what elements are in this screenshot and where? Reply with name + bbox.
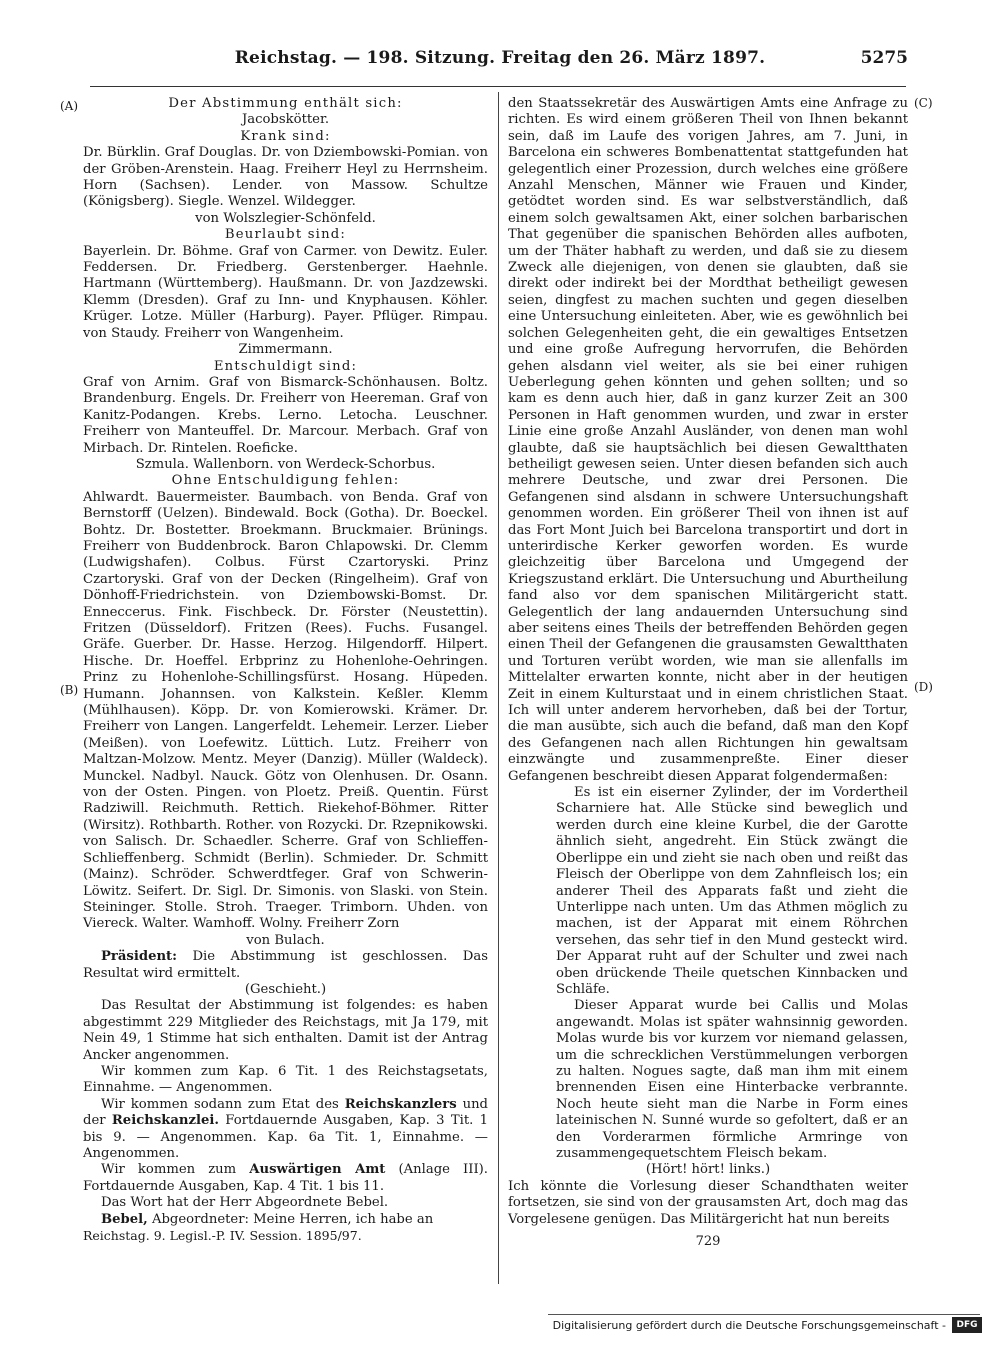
unexcused-list-last: von Bulach. (246, 932, 325, 948)
bold-term: Reichskanzlers (344, 1096, 457, 1112)
excused-list: Graf von Arnim. Graf von Bismarck-Schönhausen. Boltz. Brandenburg. Engels. Dr. Freiherr von Heereman. Graf von Kanitz-Podangen. Krebs. Lerno. Letocha. Leuschner. Freiherr von Manteuffel. Dr. Marcour. Merbach. Graf von Mirbach. Dr. Rintelen. Roeficke. (83, 374, 488, 456)
paragraph-kap6: Wir kommen zum Kap. 6 Tit. 1 des Reichstagsetats, Einnahme. — Angenommen. (83, 1063, 488, 1096)
unexcused-list: Ahlwardt. Bauermeister. Baumbach. von Benda. Graf von Bernstorff (Uelzen). Bindewald. Bock (Gotha). Dr. Boeckel. Bohtz. Dr. Bostetter. Broekmann. Bruckmaier. Brünings. Freiherr von Buddenbrock. Baron Chlapowski. Dr. Clemm (Ludwigshafen). Colbus. Fürst Czartoryski. Prinz Czartoryski. Graf von der Decken (Ringelheim). Graf von Dönhoff-Friedrichstein. von Dziembowski-Bomst. Dr. Enneccerus. Fink. Fischbeck. Dr. Förster (Neustettin). Fritzen (Düsseldorf). Fritzen (Rees). Fuchs. Fusangel. Gräfe. Guerber. Dr. Hasse. Herzog. Hilgendorff. Hilpert. Hische. Dr. Hoeffel. Erbprinz zu Hohenlohe-Oehringen. Prinz zu Hohenlohe-Schillingsfürst. Hosang. Hüpeden. Humann. Johannsen. von Kalkstein. Keßler. Klemm (Mühlhausen). Köpp. Dr. von Komierowski. Krämer. Dr. Freiherr von Langen. Langerfeldt. Lehemeir. Lerzer. Lieber (Meißen). von Loefewitz. Lüttich. Lutz. Freiherr von Maltzan-Molzow. Mentz. Meyer (Danzig). Müller (Waldeck). Munckel. Nadbyl. Nauck. Götz von Olenhusen. Dr. Osann. von der Osten. Pingen. von Ploetz. Preiß. Quentin. Fürst Radziwill. Reichmuth. Rettich. Riekehof-Böhmer. Ritter (Wirsitz). Rothbarth. Rother. von Rozycki. Dr. Rzepnikowski. von Salisch. Dr. Schaedler. Scherre. Graf von Schlieffen-Schlieffenberg. Schmidt (Berlin). Schmieder. Dr. Schmitt (Mainz). Schröder. Schwerdtfeger. Graf von Schwerin-Löwitz. Seifert. Dr. Sigl. Dr. Simonis. von Slaski. von Stein. Steininger. Stolle. Stroh. Traeger. Trimborn. Uhden. von Viereck. Walter. Wamhoff. Wolny. Freiherr Zorn (83, 489, 488, 932)
page-header (0, 48, 1000, 74)
text-run: Fortdauernde Ausgaben, Kap. 3 Tit. 1 bis 9. — Angenommen. Kap. 6a Tit. 1, Einnahme. — Angenommen. (83, 1113, 488, 1161)
speaker-label: Bebel, (101, 1211, 148, 1227)
section-heading-krank: Krank sind: (240, 128, 331, 144)
vote-result: Das Resultat der Abstimmung ist folgendes: es haben abgestimmt 229 Mitglieder des Reichstags, mit Ja 179, mit Nein 49, 1 Stimme hat sich enthalten. Damit ist der Antrag Ancker angenommen. (83, 998, 488, 1063)
credit-text: Digitalisierung gefördert durch die Deutsche Forschungsgemeinschaft - (552, 1319, 946, 1332)
sick-list: Dr. Bürklin. Graf Douglas. Dr. von Dziembowski-Pomian. von der Gröben-Arenstein. Haag. Freiherr Heyl zu Herrnsheim. Horn (Sachsen). Lender. von Massow. Schultze (Königsberg). Siegle. Wenzel. Wildegger. (83, 145, 488, 210)
section-heading-ohne: Ohne Entschuldigung fehlen: (171, 473, 400, 489)
page-number: 5275 (860, 48, 908, 68)
paragraph-auswaertiges-amt (83, 1162, 488, 1195)
credit-rule (548, 1314, 980, 1315)
margin-marker-d: (D) (914, 680, 933, 694)
column-number: 729 (695, 1234, 721, 1250)
abstention-name: Jacobskötter. (241, 112, 330, 128)
speech-paragraph: den Staatssekretär des Auswärtigen Amts eine Anfrage zu richten. Es wird einem größeren Theil von Ihnen bekannt sein, daß im Laufe des vorigen Jahres, am 7. Juni, in Barcelona ein schweres Bombenattentat stattgefunden hat gelegentlich einer Prozession, durch welches eine größere Anzahl Menschen, Männer wie Frauen und Kinder, getödtet worden sind. Es war selbstverständlich, daß einem solch gewaltsamen Akt, einer solchen barbarischen That gegenüber die spanischen Behörden alles aufboten, um der Thäter habhaft zu werden, und daß sie zu diesem Zweck alle diejenigen, von denen sie glaubten, daß sie direkt oder indirekt bei der Mordthat betheiligt gewesen seien, dingfest zu machen suchten und gegen dieselben eine Untersuchung einleiteten. Aber, wie es gewöhnlich bei solchen Gelegenheiten geht, die ein gewaltiges Entsetzen und eine große Aufregung hervorrufen, die Behörden gehen alsdann viel weiter, als sie bei einer ruhigen Ueberlegung gehen könnten und gehen sollten; und so kam es denn auch hier, daß in ganz kurzer Zeit an 300 Personen in Haft genommen wurden, und zwar in erster Linie eine große Anzahl Ausländer, von denen man wohl glaubte, daß sie hauptsächlich bei diesen Gewaltthaten betheiligt gewesen seien. Unter diesen befanden sich auch mehrere Deutsche, und zwar drei Personen. Die Gefangenen sind alsdann in schwere Untersuchungshaft genommen worden. Ein größerer Theil von ihnen ist auf das Fort Mont Juich bei Barcelona transportirt und dort in unterirdische Kerker geworfen worden. Es wurde gleichzeitig über Barcelona und Umgegend der Kriegszustand erklärt. Die Untersuchung und Aburtheilung fand also vor dem spanischen Militärgericht statt. Gelegentlich der lang andauernden Untersuchung sind aber seitens eines Theils der betreffenden Behörden gegen einen Theil der Gefangenen die grausamsten Gewaltthaten und Torturen verübt worden, wie man sie allenfalls im Mittelalter erwarten konnte, nicht aber in der heutigen Zeit in einem Kulturstaat und in einem christlichen Staat. Ich will unter anderem hervorheben, daß bei der Tortur, die man ausübte, sich auch die befand, daß man den Kopf des Gefangenen nach allen Richtungen hin gewaltsam einzwängte und zusammenpreßte. Einer dieser Gefangenen beschreibt diesen Apparat folgendermaßen: (508, 96, 908, 784)
section-heading-abstimmung: Der Abstimmung enthält sich: (168, 96, 403, 111)
quotation-paragraph: Es ist ein eiserner Zylinder, der im Vordertheil Scharniere hat. Alle Stücke sind beweglich und werden durch eine kleine Kurbel, die der Garotte ähnlich sieht, angedreht. Ein Stück zwängt die Oberlippe ein und zieht sie nach oben und reißt das Fleisch der Oberlippe von dem Zahnfleisch los; ein anderer Theil des Apparats faßt und zieht die Unterlippe nach unten. Um das Athmen möglich zu machen, ist der Apparat mit einem Röhrchen versehen, das sehr tief in den Mund gesteckt wird. Der Apparat ruht auf der Schulter und zwei nach oben drückende Theile quetschen Kinnbacken und Schläfe. (556, 785, 908, 997)
paragraph-reichskanzler (83, 1097, 488, 1163)
interjection: (Hört! hört! links.) (645, 1162, 771, 1178)
excused-list-last: Szmula. Wallenborn. von Werdeck-Schorbus. (135, 456, 436, 472)
speech-text: Die Abstimmung ist geschlossen. Das Resultat wird ermittelt. (83, 949, 488, 981)
president-statement (83, 949, 488, 982)
paragraph-wort: Das Wort hat der Herr Abgeordnete Bebel. (101, 1195, 389, 1211)
leave-list-last: Zimmermann. (238, 342, 333, 358)
header-rule (90, 86, 906, 87)
bebel-speech-start (83, 1212, 488, 1228)
text-run: Wir kommen zum (101, 1162, 250, 1178)
section-heading-beurlaubt: Beurlaubt sind: (224, 227, 347, 243)
quotation-paragraph: Dieser Apparat wurde bei Callis und Molas angewandt. Molas ist später wahnsinnig geworden. Molas wurde bis vor kurzem vor niemand gelassen, um die schrecklichen Verstümmelungen verborgen zu halten. Nogues sagte, daß man ihm mit einem brennenden Eisen eine Hinterbacke verbrannte. Noch heute sieht man die Narbe in Form eines lateinischen N. Sunné wurde so gefoltert, daß er an den Vorderarmen förmliche Armringe von zusammengequetschtem Fleisch bekam. (556, 998, 908, 1161)
volume-footer: Reichstag. 9. Legisl.-P. IV. Session. 1895/97. (83, 1228, 362, 1244)
speech-paragraph: Ich könnte die Vorlesung dieser Schandthaten weiter fortsetzen, sie sind von der grausamsten Art, doch mag das Vorgelesene genügen. Das Militärgericht hat nun bereits (508, 1178, 908, 1227)
sick-list-last: von Wolszlegier-Schönfeld. (195, 210, 376, 226)
section-heading-entschuldigt: Entschuldigt sind: (213, 358, 358, 374)
leave-list: Bayerlein. Dr. Böhme. Graf von Carmer. von Dewitz. Euler. Feddersen. Dr. Friedberg. Gerstenberger. Haehnle. Hartmann (Württemberg). Haußmann. Dr. von Jazdzewski. Klemm (Dresden). Graf zu Inn- und Knyphausen. Köhler. Krüger. Lotze. Müller (Harburg). Payer. Pflüger. Rimpau. von Staudy. Freiherr von Wangenheim. (83, 243, 488, 341)
text-run: Wir kommen sodann zum Etat des (101, 1096, 345, 1112)
text-run: und der (83, 1096, 488, 1129)
digitization-credit (0, 1314, 1000, 1338)
speaker-label: Präsident: (101, 949, 178, 965)
column-divider (498, 92, 499, 1284)
right-column (508, 96, 908, 1250)
stage-direction: (Geschieht.) (244, 981, 327, 997)
margin-marker-c: (C) (914, 96, 933, 110)
speech-text: Abgeordneter: Meine Herren, ich habe an (147, 1211, 434, 1227)
bold-term: Reichskanzlei. (111, 1113, 220, 1129)
dfg-logo: DFG (952, 1317, 982, 1333)
left-column (83, 96, 488, 1244)
margin-marker-a: (A) (60, 99, 79, 113)
margin-marker-b: (B) (60, 683, 79, 697)
running-title: Reichstag. — 198. Sitzung. Freitag den 26. März 1897. (234, 48, 766, 68)
text-run: (Anlage III). Fortdauernde Ausgaben, Kap. 4 Tit. 1 bis 11. (83, 1162, 488, 1194)
bold-term: Auswärtigen Amt (249, 1162, 386, 1178)
